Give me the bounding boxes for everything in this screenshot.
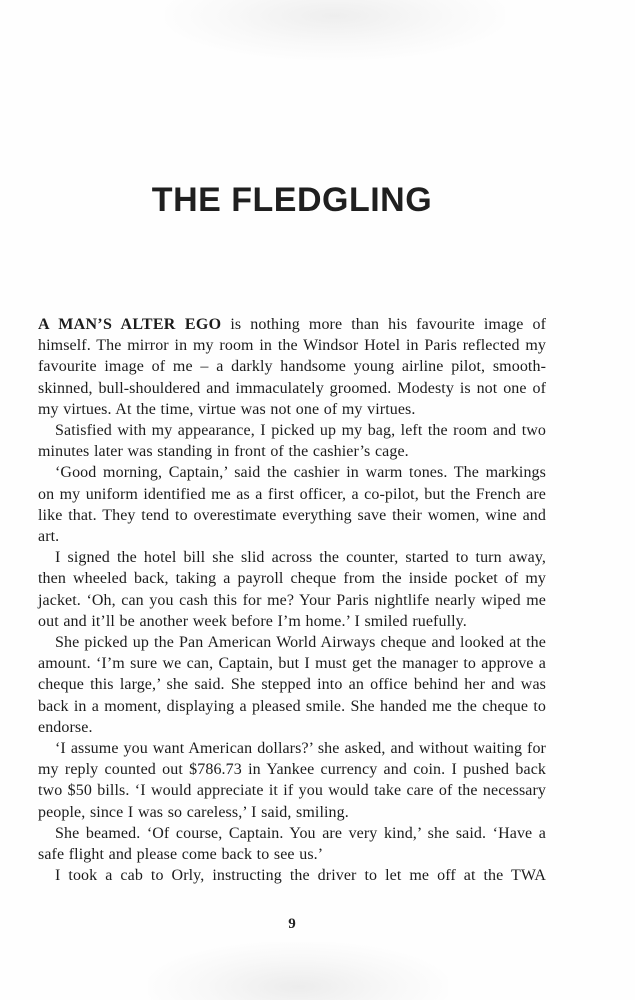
paragraph-3: ‘Good morning, Captain,’ said the cashier in warm tones. The markings on my uniform identified me as a first officer, a co-pilot, but the French are like that. They tend to overestimate everything save their women, wine and art. <box>38 464 546 546</box>
scan-shadow-bottom <box>148 942 448 1000</box>
opening-paragraph-text: is nothing more than his favourite image of himself. The mirror in my room in the Windsor Hotel in Paris reflected my favourite image of me – a darkly handsome young airline pilot, smooth-skinned, bull-shouldered and immaculately groomed. Modesty is not one of my virtues. At the time, virtue was not one of my virtues. <box>38 316 547 418</box>
text-block <box>38 314 546 886</box>
paragraph-4: I signed the hotel bill she slid across the counter, started to turn away, then wheeled back, taking a payroll cheque from the inside pocket of my jacket. ‘Oh, can you cash this for me? Your Paris nightlife nearly wiped me out and it’ll be another week before I’m home.’ I smiled ruefully. <box>38 549 546 630</box>
paragraph-5: She picked up the Pan American World Airways cheque and looked at the amount. ‘I’m sure we can, Captain, but I must get the manager to approve a cheque this large,’ she said. She stepped into an office behind her and was back in a moment, displaying a pleased smile. She handed me the cheque to endorse. <box>38 634 546 736</box>
paragraph-7: She beamed. ‘Of course, Captain. You are very kind,’ she said. ‘Have a safe flight and please come back to see us.’ <box>38 824 546 864</box>
paragraph-8: I took a cab to Orly, instructing the driver to let me off at the TWA <box>55 867 546 885</box>
scan-shadow-top <box>165 0 505 60</box>
paragraph-2: Satisfied with my appearance, I picked up my bag, left the room and two minutes later was standing in front of the cashier’s cage. <box>38 422 546 461</box>
opening-paragraph <box>38 314 546 420</box>
lead-in-phrase: A MAN’S ALTER EGO <box>38 316 222 333</box>
page-number: 9 <box>288 916 296 932</box>
chapter-title: THE FLEDGLING <box>151 181 433 219</box>
paragraph-6: ‘I assume you want American dollars?’ she asked, and without waiting for my reply counted out $786.73 in Yankee currency and coin. I pushed back two $50 bills. ‘I would appreciate it if you would take care of the necessary people, since I was so careless,’ I said, smiling. <box>38 740 546 821</box>
